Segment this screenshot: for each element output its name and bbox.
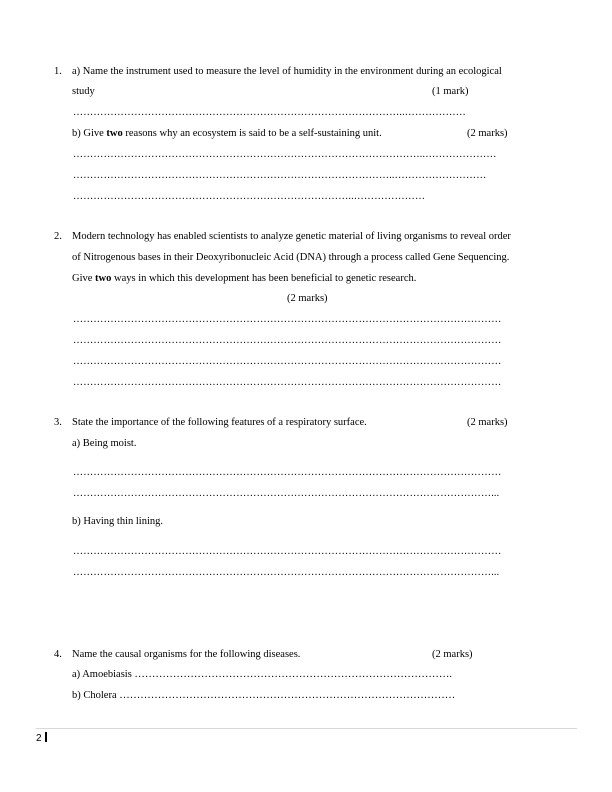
- q3-stem: State the importance of the following features of a respiratory surface.: [72, 417, 367, 428]
- q3-b-answer-line[interactable]: ………………………………………………………………………………………………………………: [73, 546, 502, 557]
- q4-number: 4.: [54, 649, 62, 660]
- q2-answer-line[interactable]: ………………………………………………………………………………………………………………: [73, 314, 502, 325]
- q1-b-answer-line[interactable]: ………………………………………………………………………..…………………: [73, 191, 426, 202]
- page-number: 2: [36, 732, 47, 744]
- q4-b-line[interactable]: b) Cholera ……………………………………………………………………………………: [72, 690, 456, 701]
- q2-number: 2.: [54, 231, 62, 242]
- q1-b-answer-line[interactable]: …………………………………………………………………………………..………………………: [73, 170, 487, 181]
- footer-divider: [36, 728, 577, 729]
- q3-a-answer-line[interactable]: ………………………………………………………………………………………………………………: [73, 467, 502, 478]
- q2-answer-line[interactable]: ………………………………………………………………………………………………………………: [73, 356, 502, 367]
- q3-b-answer-line[interactable]: ……………………………………………………………………………………………………………...: [73, 567, 500, 578]
- q1-number: 1.: [54, 66, 62, 77]
- q2-answer-line[interactable]: ………………………………………………………………………………………………………………: [73, 335, 502, 346]
- q1-b-text: b) Give two reasons why an ecosystem is said to be a self-sustaining unit.: [72, 128, 382, 139]
- q1-a-answer-line[interactable]: ……………………………………………………………………………………..………………: [73, 107, 466, 118]
- q4-marks: (2 marks): [432, 649, 473, 660]
- q2-answer-line[interactable]: ………………………………………………………………………………………………………………: [73, 377, 502, 388]
- q2-marks: (2 marks): [287, 293, 328, 304]
- q4-stem: Name the causal organisms for the following diseases.: [72, 649, 301, 660]
- q1-a-marks: (1 mark): [432, 86, 469, 97]
- page-number-bar: [45, 732, 47, 742]
- q1-a-text-line2: study: [72, 86, 95, 97]
- q4-a-line[interactable]: a) Amoebiasis ……………………………………………………………………………….: [72, 669, 453, 680]
- q3-a-label: a) Being moist.: [72, 438, 137, 449]
- q2-text-line2: of Nitrogenous bases in their Deoxyribonucleic Acid (DNA) through a process called Gene Sequencing.: [72, 252, 510, 263]
- q1-b-answer-line[interactable]: …………………………………………………………………………………………..…………………: [73, 149, 497, 160]
- q3-number: 3.: [54, 417, 62, 428]
- q3-b-label: b) Having thin lining.: [72, 516, 163, 527]
- q2-text-line1: Modern technology has enabled scientists to analyze genetic material of living organisms to reveal order: [72, 231, 511, 242]
- q3-marks: (2 marks): [467, 417, 508, 428]
- q1-b-marks: (2 marks): [467, 128, 508, 139]
- q2-text-line3: Give two ways in which this development has been beneficial to genetic research.: [72, 273, 417, 284]
- q3-a-answer-line[interactable]: ……………………………………………………………………………………………………………...: [73, 488, 500, 499]
- q1-a-text-line1: a) Name the instrument used to measure the level of humidity in the environment during an ecological: [72, 66, 502, 77]
